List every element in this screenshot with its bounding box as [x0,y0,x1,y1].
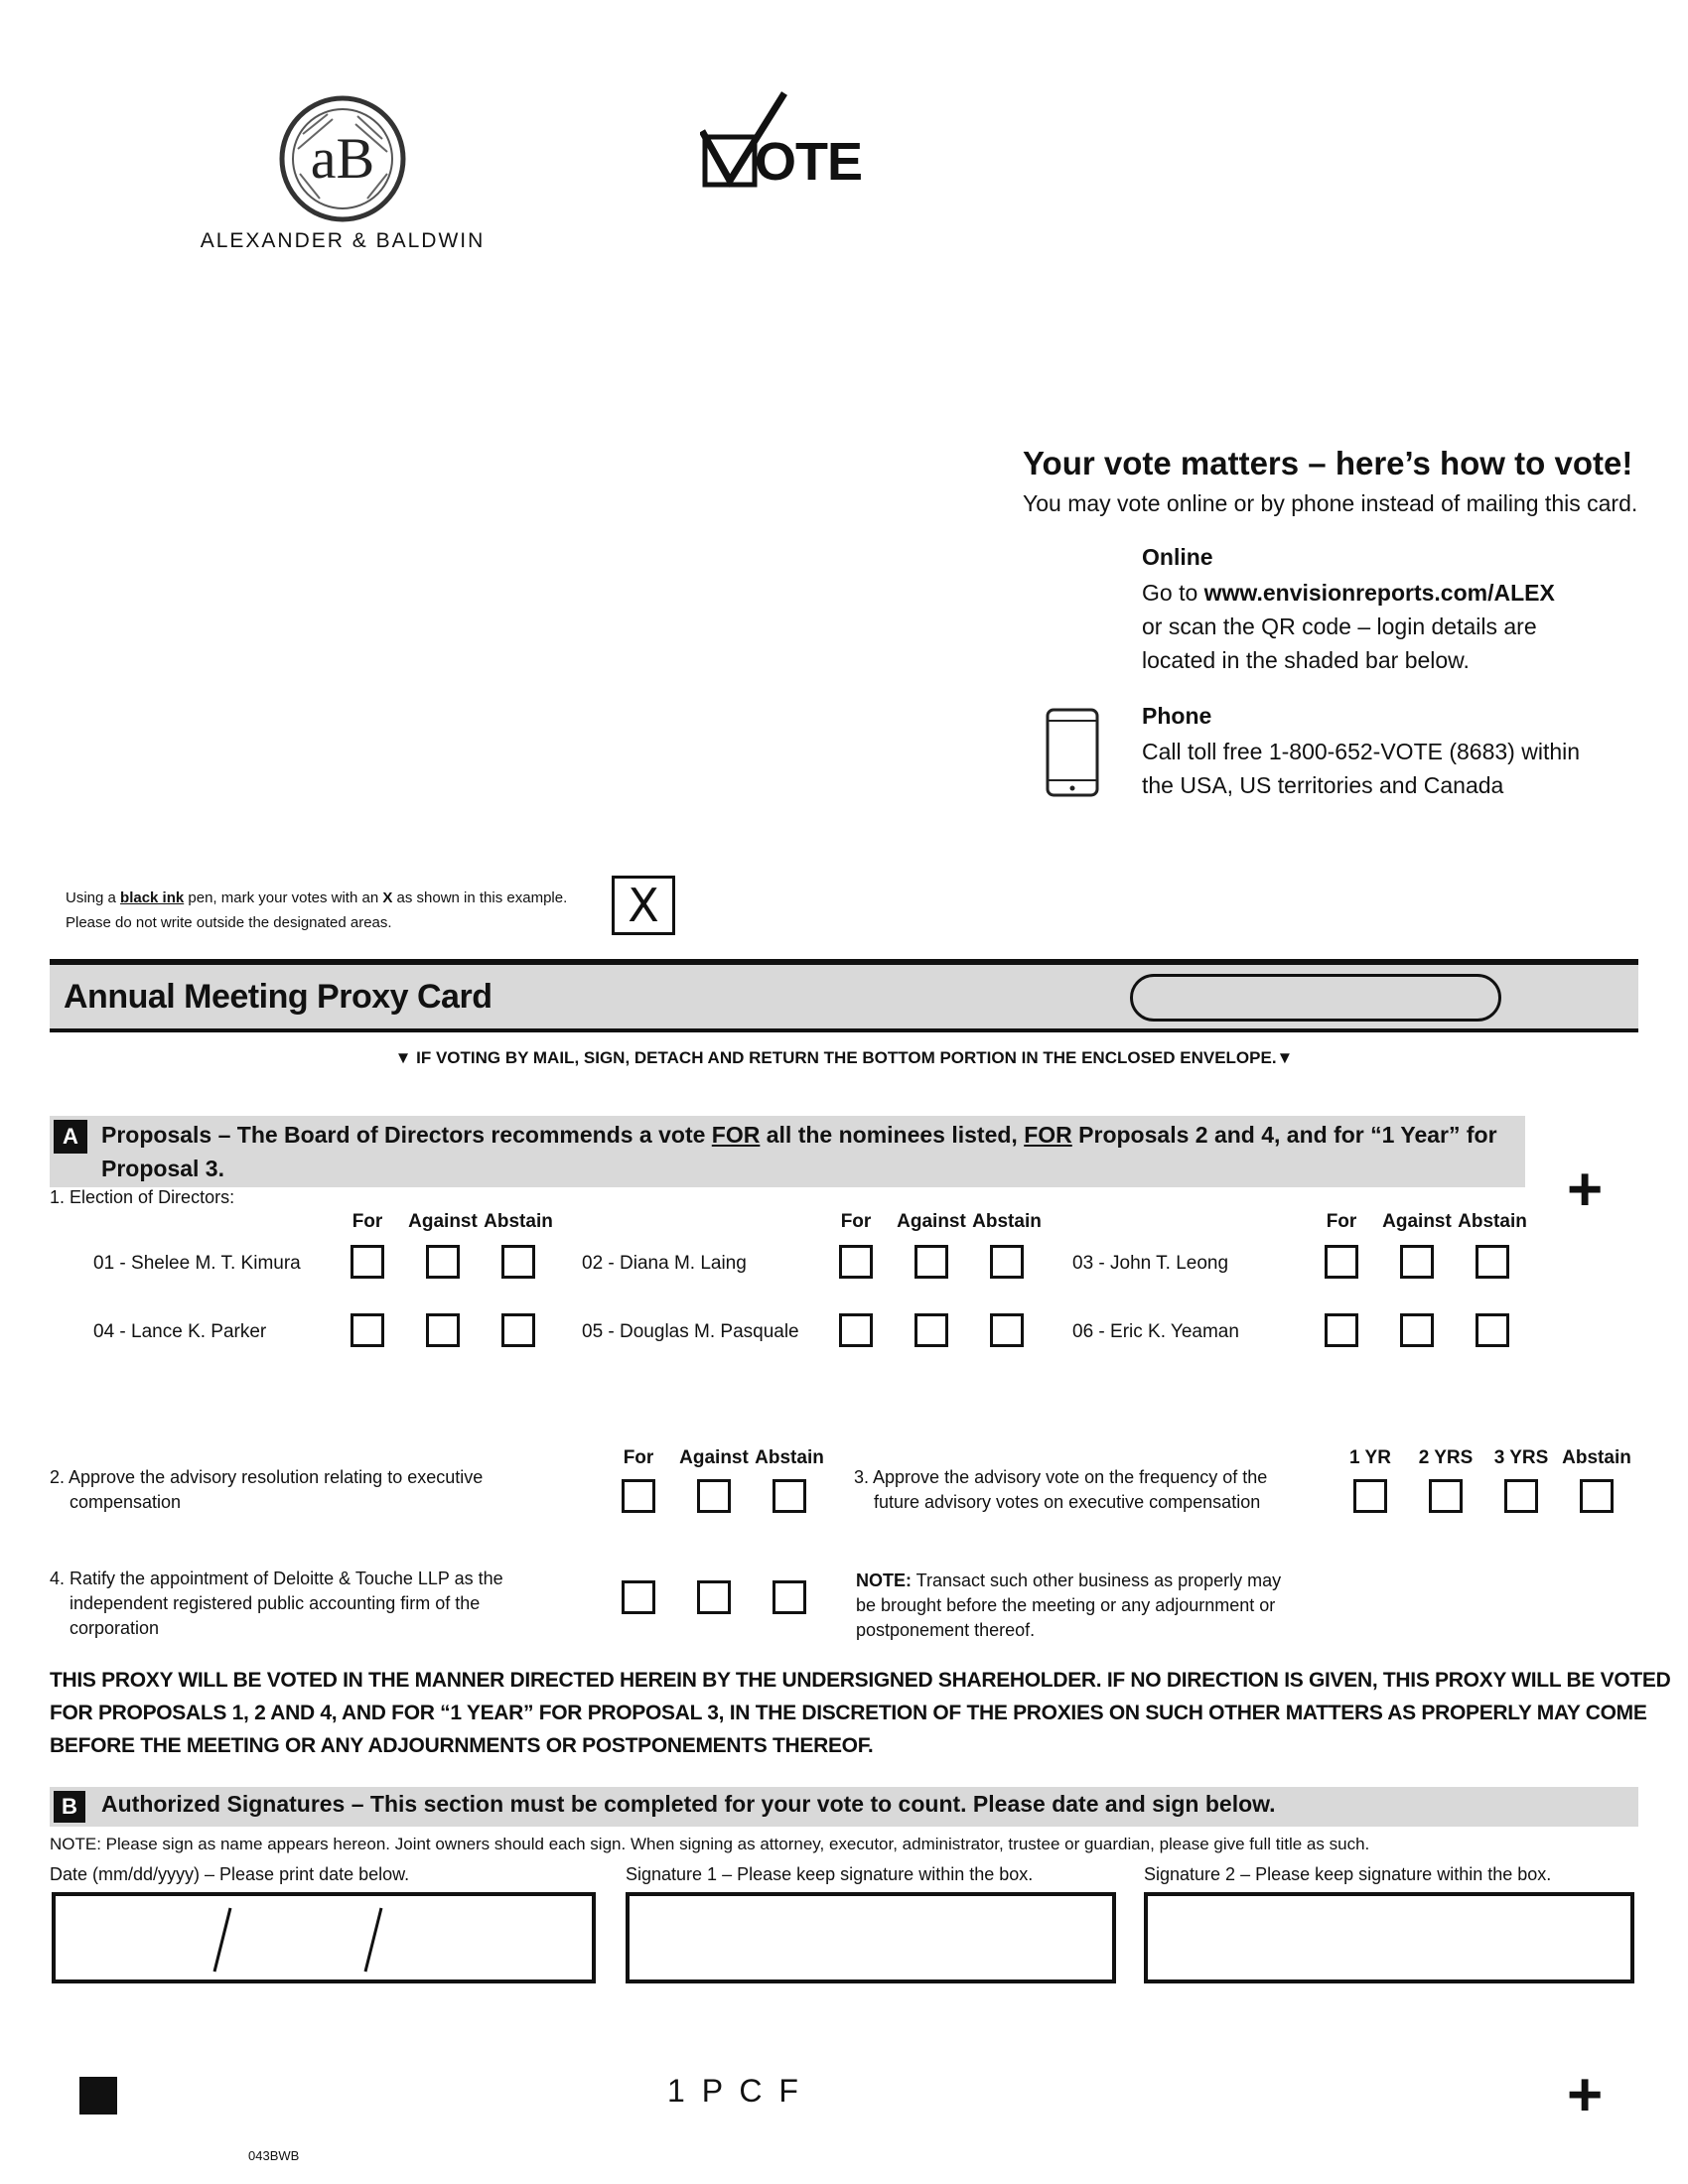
nominee-05-against-checkbox[interactable] [914,1313,948,1347]
nominee-01-for-checkbox[interactable] [351,1245,384,1279]
nominee-04-against-checkbox[interactable] [426,1313,460,1347]
nominee-03-for-checkbox[interactable] [1325,1245,1358,1279]
p2-header-abstain: Abstain [755,1447,824,1468]
proposal-4-text: 4. Ratify the appointment of Deloitte & Touche LLP as the independent registered public accounting firm of the corporation [50,1569,503,1638]
nominee-03-against-checkbox[interactable] [1400,1245,1434,1279]
p2-header-for: For [623,1447,654,1468]
nominee-03-abstain-checkbox[interactable] [1476,1245,1509,1279]
title-bottom-rule [50,1028,1638,1032]
proposal-2-text: 2. Approve the advisory resolution relating to executive compensation [50,1467,484,1512]
nominee-06-abstain-checkbox[interactable] [1476,1313,1509,1347]
signature-1-box[interactable] [626,1892,1116,1983]
col-header-for-3: For [1326,1211,1357,1232]
nominee-05-for-checkbox[interactable] [839,1313,873,1347]
proposal-4-for-checkbox[interactable] [622,1580,655,1614]
nominee-06-for-checkbox[interactable] [1325,1313,1358,1347]
proposal-4-abstain-checkbox[interactable] [773,1580,806,1614]
online-heading: Online [1142,544,1213,570]
registration-square [79,2077,117,2115]
col-header-against-2: Against [897,1211,966,1232]
company-name: ALEXANDER & BALDWIN [200,229,486,252]
nominee-01-abstain-checkbox[interactable] [501,1245,535,1279]
online-instructions: Go to www.envisionreports.com/ALEX or scan the QR code – login details are located in the shaded bar below. [1142,580,1555,673]
form-code: 1 P C F [667,2073,802,2109]
footer-plus-mark: + [1567,2061,1604,2129]
nominee-02-against-checkbox[interactable] [914,1245,948,1279]
date-input-box[interactable] [52,1892,596,1983]
p3-header-2yrs: 2 YRS [1418,1447,1474,1468]
signature-2-box[interactable] [1144,1892,1634,1983]
nominee-05-abstain-checkbox[interactable] [990,1313,1024,1347]
proposal-2-for-checkbox[interactable] [622,1479,655,1513]
section-b-heading: Authorized Signatures – This section must be completed for your vote to count. Please date and sign below. [101,1791,1276,1817]
login-details-field [1130,974,1501,1022]
nominee-06-against-checkbox[interactable] [1400,1313,1434,1347]
date-label: Date (mm/dd/yyyy) – Please print date below. [50,1864,410,1884]
date-separator-marks [56,1896,592,1979]
nominee-06: 06 - Eric K. Yeaman [1072,1321,1239,1342]
col-header-for-1: For [352,1211,383,1232]
how-to-vote-subtitle: You may vote online or by phone instead of mailing this card. [1023,490,1638,516]
phone-heading: Phone [1142,703,1212,729]
proposal-3-text: 3. Approve the advisory vote on the frequency of the future advisory votes on executive compensation [854,1467,1268,1512]
example-x-mark: X [628,879,659,932]
nominee-02-for-checkbox[interactable] [839,1245,873,1279]
nominee-04: 04 - Lance K. Parker [93,1321,267,1342]
nominee-04-for-checkbox[interactable] [351,1313,384,1347]
nominee-03: 03 - John T. Leong [1072,1253,1229,1274]
phone-instructions: Call toll free 1-800-652-VOTE (8683) within the USA, US territories and Canada [1142,739,1581,798]
section-a-letter: A [54,1120,87,1154]
monogram-seal-icon [278,94,407,223]
proposal-3-1yr-checkbox[interactable] [1353,1479,1387,1513]
proposal-2-against-checkbox[interactable] [697,1479,731,1513]
how-to-vote-title: Your vote matters – here’s how to vote! [1023,445,1633,481]
nominee-01-against-checkbox[interactable] [426,1245,460,1279]
proposal-2-abstain-checkbox[interactable] [773,1479,806,1513]
registration-plus-mark: + [1567,1156,1604,1224]
col-header-abstain-2: Abstain [972,1211,1042,1232]
election-label: 1. Election of Directors: [50,1187,235,1207]
proposal-4-against-checkbox[interactable] [697,1580,731,1614]
other-business-note: NOTE: Transact such other business as properly may be brought before the meeting or any adjournment or postponement thereof. [856,1570,1282,1640]
form-id: 043BWB [248,2148,300,2163]
p2-header-against: Against [679,1447,749,1468]
online-url[interactable]: www.envisionreports.com/ALEX [1203,580,1555,606]
proposal-3-2yrs-checkbox[interactable] [1429,1479,1463,1513]
vote-logo [700,89,869,199]
svg-text:aB: aB [310,126,375,191]
nominee-02: 02 - Diana M. Laing [582,1253,747,1274]
proxy-statement: THIS PROXY WILL BE VOTED IN THE MANNER DIRECTED HEREIN BY THE UNDERSIGNED SHAREHOLDER. IF NO DIRECTION IS GIVEN, THIS PROXY WILL BE VOTED FOR PROPOSALS 1, 2 AND 4, AND FOR “1 YEAR” FOR PROPOSAL 3, IN THE DISCRETION OF THE PROXIES ON SUCH OTHER MATTERS AS PROPERLY MAY COME BEFORE THE MEETING OR ANY ADJOURNMENTS OR POSTPONEMENTS THEREOF. [50,1669,1671,1757]
nominee-02-abstain-checkbox[interactable] [990,1245,1024,1279]
example-mark-box [612,876,675,935]
phone-icon [1045,707,1100,798]
marking-instructions: Using a black ink pen, mark your votes with an X as shown in this example. Please do not write outside the designated areas. [66,889,568,931]
signature-1-label: Signature 1 – Please keep signature within the box. [626,1864,1034,1884]
section-a-heading: Proposals – The Board of Directors recommends a vote FOR all the nominees listed, FOR Proposals 2 and 4, and for “1 Year” for Proposal 3. [101,1122,1497,1181]
proposal-3-3yrs-checkbox[interactable] [1504,1479,1538,1513]
p3-header-3yrs: 3 YRS [1493,1447,1549,1468]
company-logo [199,94,487,253]
nominee-04-abstain-checkbox[interactable] [501,1313,535,1347]
nominee-05: 05 - Douglas M. Pasquale [582,1321,799,1342]
col-header-for-2: For [840,1211,872,1232]
col-header-abstain-3: Abstain [1458,1211,1527,1232]
section-b-letter: B [54,1791,85,1823]
proposal-3-abstain-checkbox[interactable] [1580,1479,1614,1513]
nominee-01: 01 - Shelee M. T. Kimura [93,1253,301,1274]
vote-logo-text: OTE [755,132,863,192]
signature-2-label: Signature 2 – Please keep signature within the box. [1144,1864,1552,1884]
mail-instruction: ▼ IF VOTING BY MAIL, SIGN, DETACH AND RETURN THE BOTTOM PORTION IN THE ENCLOSED ENVELOPE.▼ [394,1048,1294,1067]
col-header-against-3: Against [1382,1211,1452,1232]
col-header-against-1: Against [408,1211,478,1232]
p3-header-1yr: 1 YR [1349,1447,1391,1468]
col-header-abstain-1: Abstain [484,1211,553,1232]
signature-note: NOTE: Please sign as name appears hereon. Joint owners should each sign. When signing as attorney, executor, administrator, trustee or guardian, please give full title as such. [50,1835,1370,1853]
p3-header-abstain: Abstain [1562,1447,1631,1468]
card-title: Annual Meeting Proxy Card [64,978,492,1016]
